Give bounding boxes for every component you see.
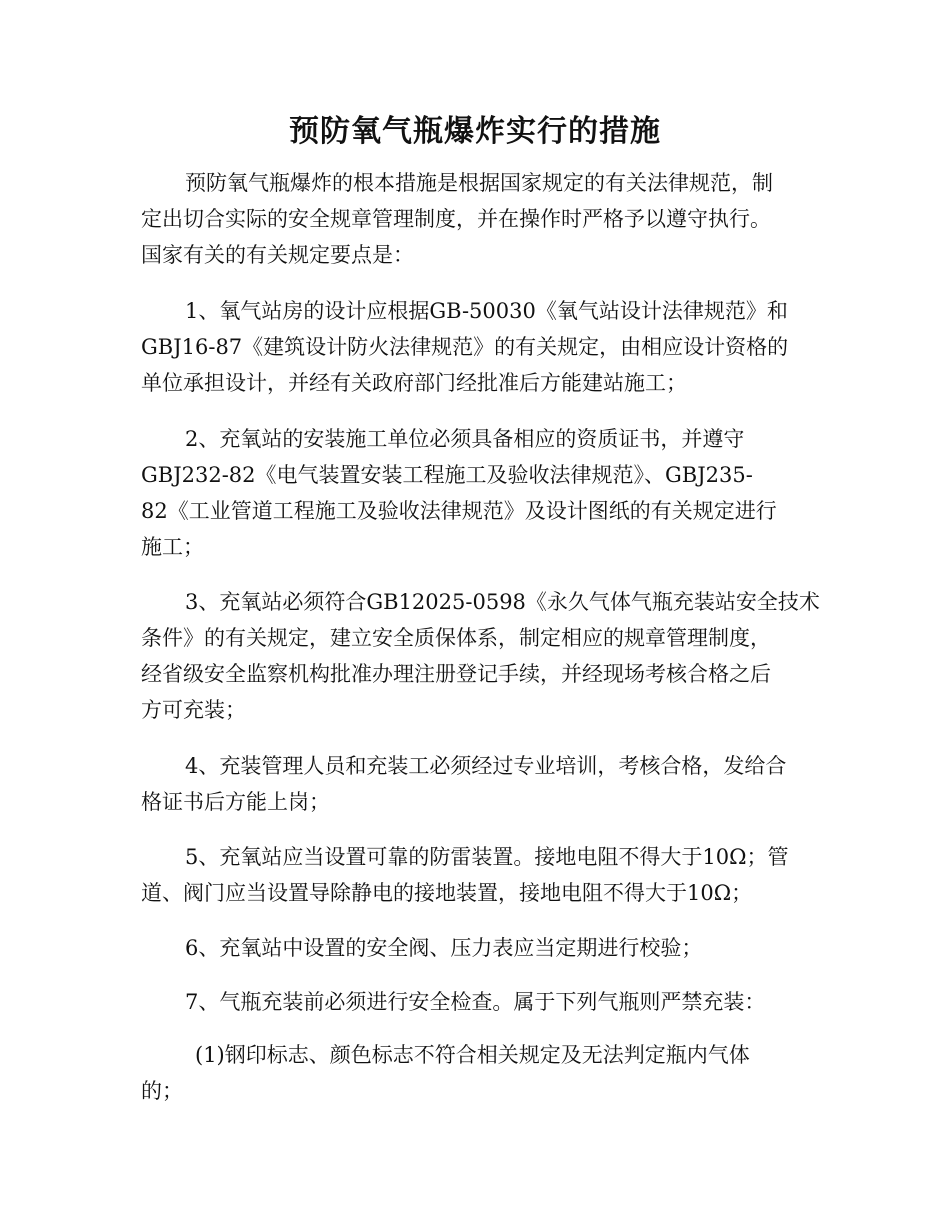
item-2-line-3: 82《工业管道工程施工及验收法律规范》及设计图纸的有关规定进行 bbox=[141, 499, 777, 523]
item-2-line-1: 2、充氧站的安装施工单位必须具备相应的资质证书，并遵守 bbox=[185, 427, 745, 451]
sub-item-1-line-2: 的； bbox=[141, 1079, 183, 1103]
item-1-line-2: GBJ16-87《建筑设计防火法律规范》的有关规定，由相应设计资格的 bbox=[141, 335, 789, 359]
item-5-line-1: 5、充氧站应当设置可靠的防雷装置。接地电阻不得大于10Ω；管 bbox=[185, 845, 789, 869]
item-3-line-3: 经省级安全监察机构批准办理注册登记手续，并经现场考核合格之后 bbox=[141, 662, 771, 686]
intro-line-2: 定出切合实际的安全规章管理制度，并在操作时严格予以遵守执行。 bbox=[141, 207, 771, 231]
intro-line-1: 预防氧气瓶爆炸的根本措施是根据国家规定的有关法律规范，制 bbox=[185, 171, 773, 195]
item-1-line-1: 1、氧气站房的设计应根据GB-50030《氧气站设计法律规范》和 bbox=[185, 299, 788, 323]
item-4-line-2: 格证书后方能上岗； bbox=[141, 790, 330, 814]
item-3-line-1: 3、充氧站必须符合GB12025-0598《永久气体气瓶充装站安全技术 bbox=[185, 590, 820, 614]
item-2-line-2: GBJ232-82《电气装置安装工程施工及验收法律规范》、GBJ235- bbox=[141, 463, 753, 487]
intro-line-3: 国家有关的有关规定要点是： bbox=[141, 243, 414, 267]
document-title: 预防氧气瓶爆炸实行的措施 bbox=[289, 114, 661, 149]
item-1-line-3: 单位承担设计，并经有关政府部门经批准后方能建站施工； bbox=[141, 371, 687, 395]
item-4-line-1: 4、充装管理人员和充装工必须经过专业培训，考核合格，发给合 bbox=[185, 754, 787, 778]
item-3-line-2: 条件》的有关规定，建立安全质保体系，制定相应的规章管理制度， bbox=[141, 626, 771, 650]
item-7-line-1: 7、气瓶充装前必须进行安全检查。属于下列气瓶则严禁充装： bbox=[185, 990, 766, 1014]
item-2-line-4: 施工； bbox=[141, 535, 204, 559]
item-5-line-2: 道、阀门应当设置导除静电的接地装置，接地电阻不得大于10Ω； bbox=[141, 881, 753, 905]
item-6-line-1: 6、充氧站中设置的安全阀、压力表应当定期进行校验； bbox=[185, 936, 703, 960]
sub-item-1-line-1: (1)钢印标志、颜色标志不符合相关规定及无法判定瓶内气体 bbox=[195, 1043, 750, 1067]
item-3-line-4: 方可充装； bbox=[141, 698, 246, 722]
